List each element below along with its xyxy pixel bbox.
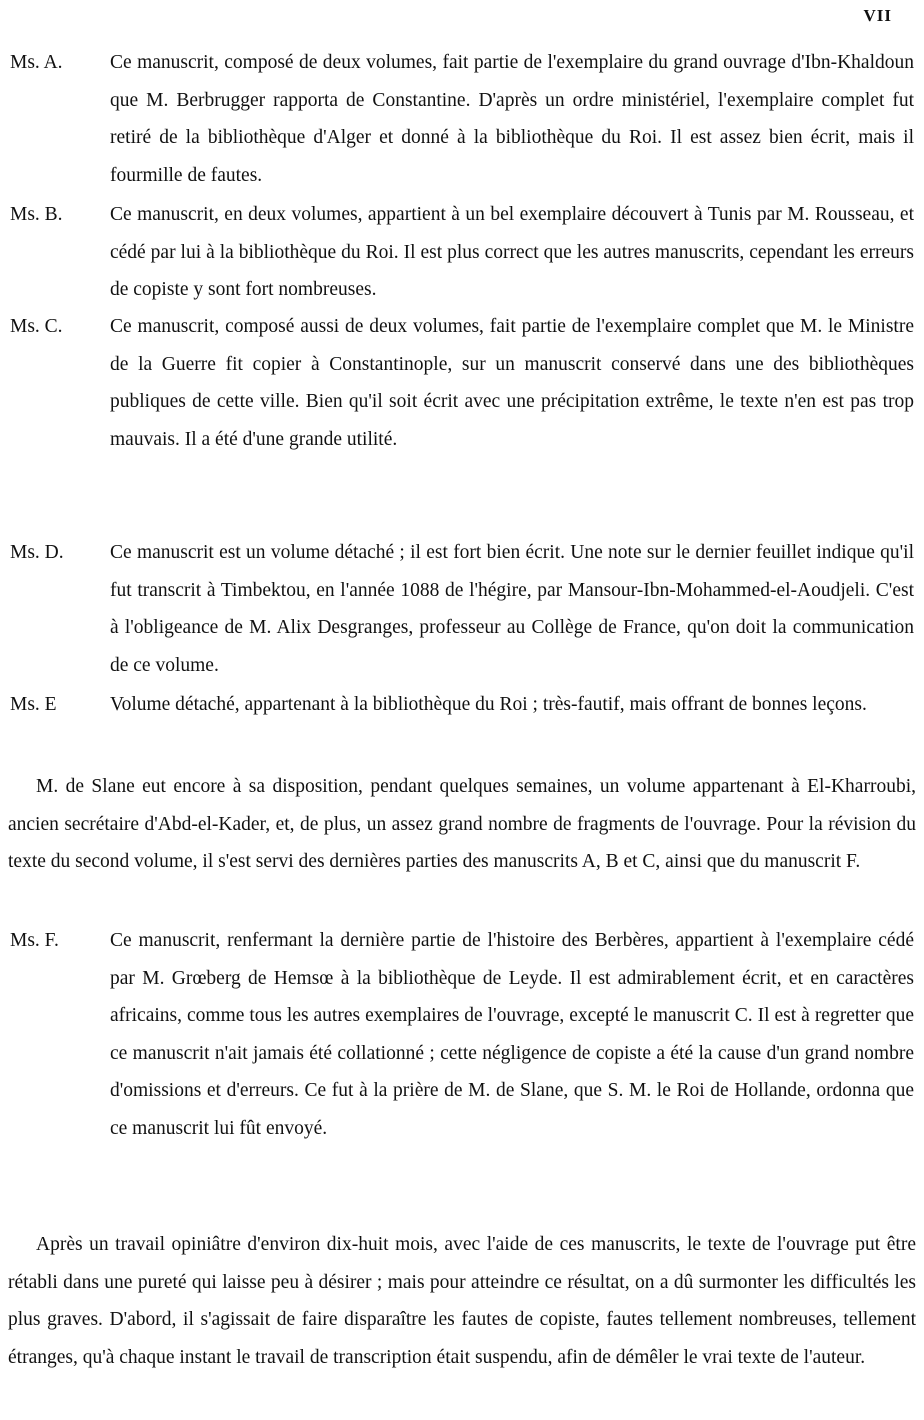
manuscript-label: Ms. E bbox=[10, 694, 57, 715]
manuscript-description: Volume détaché, appartenant à la bibliothèque du Roi ; très-fautif, mais offrant de bonnes leçons. bbox=[110, 694, 867, 715]
manuscript-description: Ce manuscrit, en deux volumes, appartient à un bel exemplaire découvert à Tunis par M. Rousseau, et cédé par lui à la bibliothèque du Roi. Il est plus correct que les autres manuscrits, cependant les erreurs de copiste y sont fort nombreuses. bbox=[110, 204, 914, 300]
manuscript-label: Ms. A. bbox=[10, 52, 63, 73]
manuscript-entry-d bbox=[10, 534, 914, 684]
manuscript-description: Ce manuscrit, composé aussi de deux volumes, fait partie de l'exemplaire complet que M. le Ministre de la Guerre fit copier à Constantinople, sur un manuscrit conservé dans une des bibliothèques publiques de cette ville. Bien qu'il soit écrit avec une précipitation extrême, le texte n'en est pas trop mauvais. Il a été d'une grande utilité. bbox=[110, 316, 914, 450]
paragraph-text-restoration: Après un travail opiniâtre d'environ dix-huit mois, avec l'aide de ces manuscrits, le texte de l'ouvrage put être rétabli dans une pureté qui laisse peu à désirer ; mais pour atteindre ce résultat, on a dû surmonter les difficultés les plus graves. D'abord, il s'agissait de faire disparaître les fautes de copiste, fautes tellement nombreuses, tellement étranges, qu'à chaque instant le travail de transcription était suspendu, afin de démêler le vrai texte de l'auteur. bbox=[8, 1234, 916, 1368]
manuscript-entry-c bbox=[10, 308, 914, 458]
manuscript-description: Ce manuscrit est un volume détaché ; il est fort bien écrit. Une note sur le dernier feuillet indique qu'il fut transcrit à Timbektou, en l'année 1088 de l'hégire, par Mansour-Ibn-Mohammed-el-Aoudjeli. C'est à l'obligeance de M. Alix Desgranges, professeur au Collège de France, qu'on doit la communication de ce volume. bbox=[110, 542, 914, 676]
manuscript-entry-b bbox=[10, 196, 914, 309]
manuscript-description: Ce manuscrit, composé de deux volumes, fait partie de l'exemplaire du grand ouvrage d'Ibn-Khaldoun que M. Berbrugger rapporta de Constantine. D'après un ordre ministériel, l'exemplaire complet fut retiré de la bibliothèque d'Alger et donné à la bibliothèque du Roi. Il est assez bien écrit, mais il fourmille de fautes. bbox=[110, 52, 914, 186]
manuscript-label: Ms. B. bbox=[10, 204, 63, 225]
manuscript-entry-f bbox=[10, 922, 914, 1147]
manuscript-entry-e bbox=[10, 686, 914, 724]
manuscript-label: Ms. D. bbox=[10, 542, 64, 563]
paragraph-slane-sources: M. de Slane eut encore à sa disposition, pendant quelques semaines, un volume appartenant à El-Kharroubi, ancien secrétaire d'Abd-el-Kader, et, de plus, un assez grand nombre de fragments de l'ouvrage. Pour la révision du texte du second volume, il s'est servi des dernières parties des manuscrits A, B et C, ainsi que du manuscrit F. bbox=[8, 776, 916, 872]
manuscript-label: Ms. F. bbox=[10, 930, 59, 951]
manuscript-entry-a bbox=[10, 44, 914, 194]
page-number: VII bbox=[863, 6, 892, 25]
manuscript-description: Ce manuscrit, renfermant la dernière partie de l'histoire des Berbères, appartient à l'exemplaire cédé par M. Grœberg de Hemsœ à la bibliothèque de Leyde. Il est admirablement écrit, et en caractères africains, comme tous les autres exemplaires de l'ouvrage, excepté le manuscrit C. Il est à regretter que ce manuscrit n'ait jamais été collationné ; cette négligence de copiste a été la cause d'un grand nombre d'omissions et d'erreurs. Ce fut à la prière de M. de Slane, que S. M. le Roi de Hollande, ordonna que ce manuscrit lui fût envoyé. bbox=[110, 930, 914, 1139]
manuscript-label: Ms. C. bbox=[10, 316, 63, 337]
